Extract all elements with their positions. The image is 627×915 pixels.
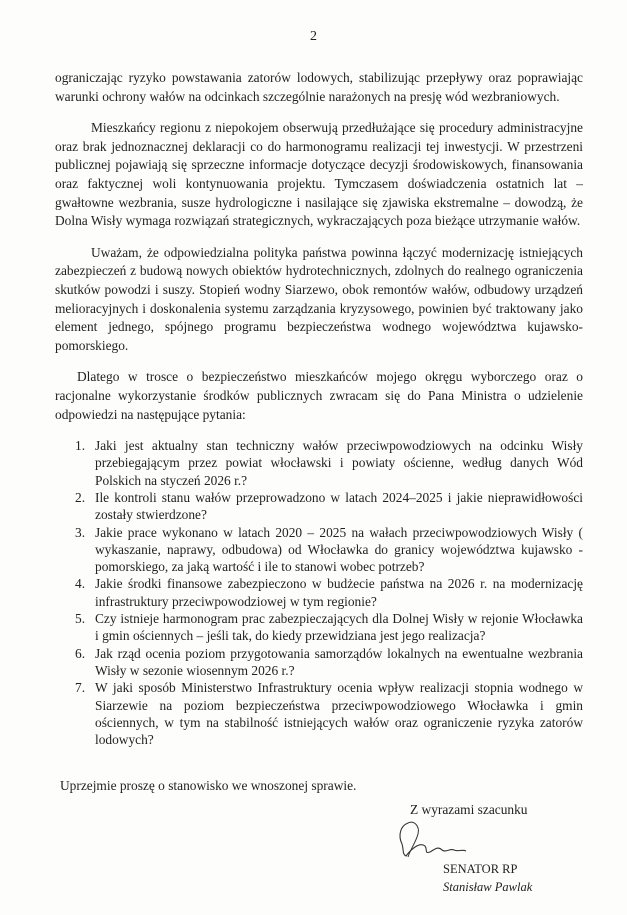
item-text: Ile kontroli stanu wałów przeprowadzono w latach 2024–2025 i jakie nieprawidłowości zostały stwierdzone? <box>95 489 583 523</box>
item-text: Jak rząd ocenia poziom przygotowania samorządów lokalnych na ewentualne wezbrania Wisły w sezonie wiosennym 2026 r.? <box>95 645 583 678</box>
paragraph-policy: Uważam, że odpowiedzialna polityka państwa powinna łączyć modernizację istniejących zabezpieczeń z budową nowych obiektów hydrotechnicznych, zdolnych do realnego ograniczenia skutków powodzi i suszy. Stopień wodny Siarzewo, obok remontów wałów, odbudowy urządzeń melioracyjnych i doskonalenia systemu zarządzania kryzysowego, powinien być traktowany jako element jednego, spójnego programu bezpieczeństwa wodnego województwa kujawsko-pomorskiego. <box>55 244 583 353</box>
list-item <box>55 437 583 489</box>
signature-name: Stanisław Pawlak <box>443 880 533 895</box>
item-text: Jaki jest aktualny stan techniczny wałów przeciwpowodziowych na odcinku Wisły przebiegającym przez powiat włocławski i powiaty ościenne, według danych Wód Polskich na styczeń 2026 r.? <box>95 438 583 488</box>
paragraph-request: Dlatego w trosce o bezpieczeństwo mieszkańców mojego okręgu wyborczego oraz o racjonalne wykorzystanie środków publicznych zwracam się do Pana Ministra o udzielenie odpowiedzi na następujące pytania: <box>55 369 583 422</box>
page-number: 2 <box>310 29 317 44</box>
regards-text: Z wyrazami szacunku <box>410 802 528 818</box>
item-number: 1. <box>75 438 86 454</box>
item-number: 7. <box>75 680 86 696</box>
item-number: 6. <box>75 645 86 661</box>
item-number: 2. <box>75 489 86 505</box>
signature-block <box>410 802 583 895</box>
closing-text: Uprzejmie proszę o stanowisko we wnoszonej sprawie. <box>60 778 357 794</box>
list-item <box>55 645 583 680</box>
list-item <box>55 524 583 576</box>
paragraph-residents: Mieszkańcy regionu z niepokojem obserwują przedłużające się procedury administracyjne oraz brak jednoznacznej deklaracji co do harmonogramu realizacji tej inwestycji. W przestrzeni publicznej pojawiają się sprzeczne informacje dotyczące decyzji środowiskowych, finansowania oraz faktycznej woli kontynuowania projektu. Tymczasem doświadczenia ostatnich lat – gwałtowne wezbrania, susze hydrologiczne i nasilające się zjawiska ekstremalne – dowodzą, że Dolna Wisły wymaga rozwiązań strategicznych, wykraczających poza bieżące utrzymanie wałów. <box>55 120 583 229</box>
list-item <box>55 575 583 610</box>
list-item <box>55 610 583 645</box>
item-number: 3. <box>75 524 86 540</box>
list-item <box>55 489 583 524</box>
list-item <box>55 679 583 748</box>
item-text: Jakie środki finansowe zabezpieczono w budżecie państwa na 2026 r. na modernizację infrastruktury przeciwpowodziowej w tym regionie? <box>95 576 583 609</box>
item-number: 4. <box>75 576 86 592</box>
item-text: Czy istnieje harmonogram prac zabezpieczających dla Dolnej Wisły w rejonie Włocławka i gmin ościennych – jeśli tak, do kiedy przewidziana jest jego realizacja? <box>95 611 583 644</box>
item-text: W jaki sposób Ministerstwo Infrastruktury ocenia wpływ realizacji stopnia wodnego w Siarzewie na poziom bezpieczeństwa przeciwpowodziowego Włocławka i gmin ościennych, w tym na stabilność istniejących wałów oraz ograniczenie ryzyka zatorów lodowych? <box>95 680 583 748</box>
item-text: Jakie prace wykonano w latach 2020 – 2025 na wałach przeciwpowodziowych Wisły ( wykaszanie, naprawy, odbudowa) od Włocławka do granicy województwa kujawsko - pomorskiego, za jaką wartość i ile to stanowi wobec potrzeb? <box>95 524 583 575</box>
handwritten-signature <box>380 820 490 860</box>
paragraph-intro: ograniczając ryzyko powstawania zatorów lodowych, stabilizując przepływy oraz poprawiając warunki ochrony wałów na odcinkach szczególnie narażonych na presję wód wezbraniowych. <box>55 70 583 104</box>
item-number: 5. <box>75 611 86 627</box>
signature-title: SENATOR RP <box>443 862 518 877</box>
questions-list <box>55 437 583 748</box>
